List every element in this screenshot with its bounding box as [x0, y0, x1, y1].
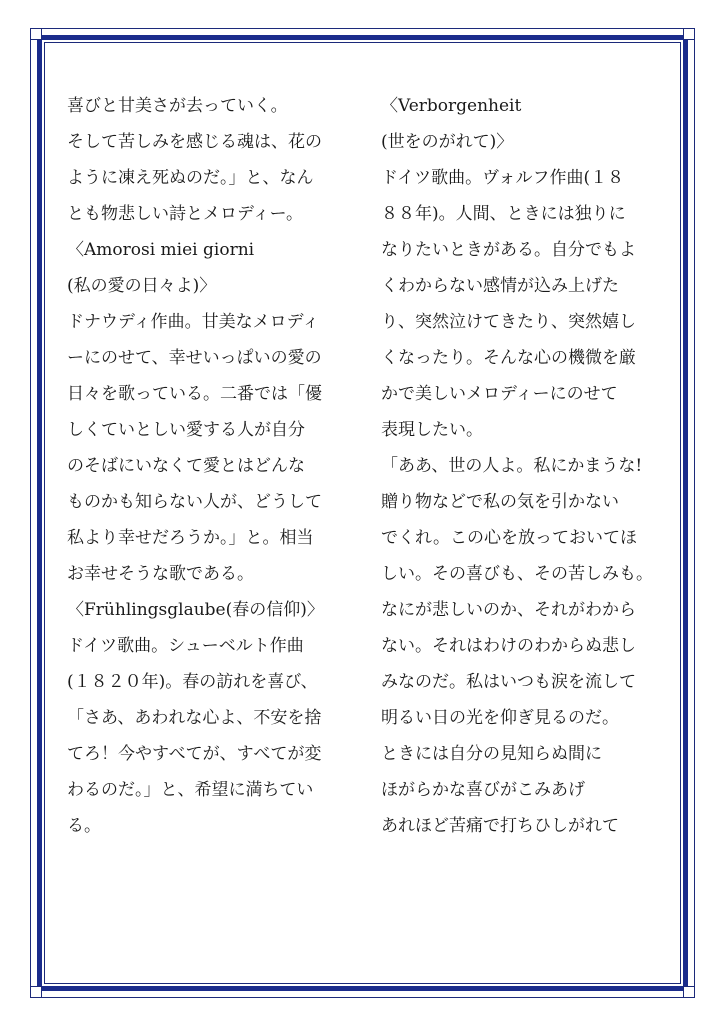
text-line: 日々を歌っている。二番では「優	[67, 384, 322, 404]
text-line: 明るい日の光を仰ぎ見るのだ。	[381, 708, 619, 728]
text-line: なりたいときがある。自分でもよ	[381, 240, 636, 260]
text-line: ドイツ歌曲。シューベルト作曲	[67, 636, 304, 656]
text-line: ８８年)。人間、ときには独りに	[381, 204, 626, 224]
frame-corner-bottom-left	[30, 986, 42, 998]
text-line: り、突然泣けてきたり、突然嬉し	[381, 312, 636, 332]
text-line: しくていとしい愛する人が自分	[67, 420, 305, 440]
text-line: 贈り物などで私の気を引かない	[381, 492, 619, 512]
frame-corner-top-left	[30, 28, 42, 40]
song-title-fruhlingsglaube: 〈Frühlingsglaube(春の信仰)〉	[67, 600, 324, 620]
text-line: そして苦しみを感じる魂は、花の	[67, 132, 322, 152]
text-line: ときには自分の見知らぬ間に	[381, 744, 602, 764]
text-line: (１８２０年)。春の訪れを喜び、	[67, 672, 318, 692]
text-line: しい。その喜びも、その苦しみも。	[381, 564, 653, 584]
left-column	[67, 94, 357, 850]
text-line: くなったり。そんな心の機微を厳	[381, 348, 636, 368]
text-line: 私より幸せだろうか。」と。相当	[67, 528, 314, 548]
text-line: 「ああ、世の人よ。私にかまうな!	[381, 456, 643, 476]
song-subtitle-verborgenheit: (世をのがれて)〉	[381, 132, 514, 152]
text-line: ほがらかな喜びがこみあげ	[381, 780, 585, 800]
song-title-verborgenheit: 〈Verborgenheit	[381, 96, 522, 116]
right-column	[381, 94, 671, 850]
song-subtitle-amorosi: (私の愛の日々よ)〉	[67, 276, 217, 296]
text-line: みなのだ。私はいつも涙を流して	[381, 672, 636, 692]
text-line: あれほど苦痛で打ちひしがれて	[381, 816, 619, 836]
text-line: 「さあ、あわれな心よ、不安を捨	[67, 708, 322, 728]
text-line: ーにのせて、幸せいっぱいの愛の	[67, 348, 322, 368]
text-line: 喜びと甘美さが去っていく。	[67, 96, 288, 116]
text-line: なにが悲しいのか、それがわから	[381, 600, 636, 620]
text-line: わるのだ。」と、希望に満ちてい	[67, 780, 314, 800]
text-line: でくれ。この心を放っておいてほ	[381, 528, 638, 548]
text-line: ものかも知らない人が、どうして	[67, 492, 322, 512]
text-line: のそばにいなくて愛とはどんな	[67, 456, 305, 476]
text-line: てろ！今やすべてが、すべてが変	[67, 744, 322, 764]
text-line: ない。それはわけのわからぬ悲し	[381, 636, 636, 656]
frame-corner-top-right	[683, 28, 695, 40]
text-line: とも物悲しい詩とメロディー。	[67, 204, 303, 224]
text-line: かで美しいメロディーにのせて	[381, 384, 618, 404]
text-line: お幸せそうな歌である。	[67, 564, 254, 584]
text-line: 表現したい。	[381, 420, 483, 440]
text-line: ように凍え死ぬのだ。」と、なん	[67, 168, 314, 188]
text-line: くわからない感情が込み上げた	[381, 276, 619, 296]
frame-corner-bottom-right	[683, 986, 695, 998]
song-title-amorosi: 〈Amorosi miei giorni	[67, 240, 255, 260]
text-line: ドナウディ作曲。甘美なメロディ	[67, 312, 320, 332]
text-line: ドイツ歌曲。ヴォルフ作曲(１８	[381, 168, 625, 188]
text-line: る。	[67, 816, 101, 836]
